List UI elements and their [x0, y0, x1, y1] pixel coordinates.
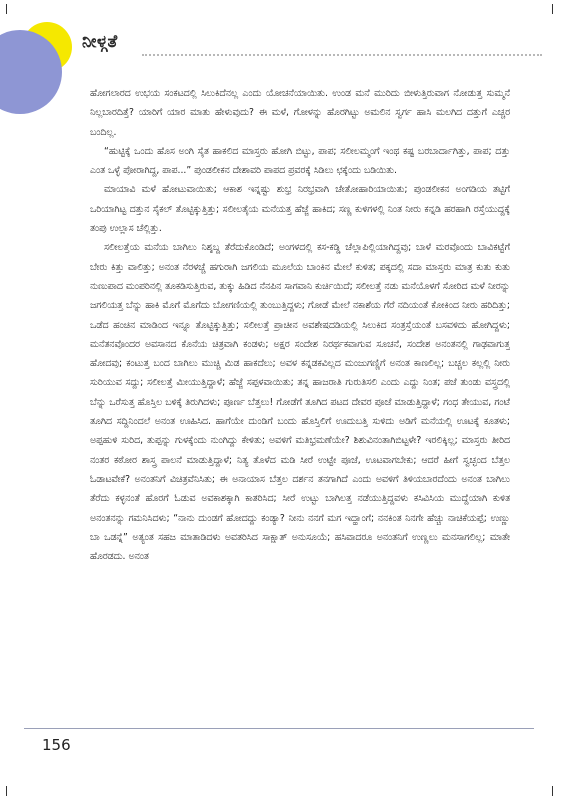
- body-text: [90, 84, 510, 720]
- page-number: 156: [42, 736, 71, 754]
- paragraph: ಹೋಗಲಾರದ ಉಭಯ ಸಂಕಟದಲ್ಲಿ ಸಿಲುಕಿದೆನಲ್ಲ ಎಂದು ಯೋಚನೆಯಾಯಿತು. ಉಂಡ ಮನೆ ಮುರಿದು ಬೀಳುತ್ತಿರುವಾಗ ನೋಡುತ್ತ ಸುಮ್ಮನೆ ನಿಲ್ಲಬಾರದಿತ್ತೆ? ಯಾರಿಗೆ ಯಾರ ಮಾತು ಹೇಳುವುದು? ಈ ಮಳೆ, ಗೋಳನ್ನು ಹೊರಗಿಟ್ಟು ಅಮಲಿನ ಸ್ವರ್ಗ ಹಾಸಿ ಮಲಗಿದ ದತ್ತುಗೆ ಎಚ್ಚರ ಬಂದಿಲ್ಲ.: [90, 88, 510, 138]
- paragraph: ಸಲೀಲತ್ತೆಯ ಮನೆಯ ಬಾಗಿಲು ನಿಶ್ಶಬ್ದ ತೆರೆದುಕೊಂಡಿದೆ; ಅಂಗಳದಲ್ಲಿ ಕಸ-ಕಡ್ಡಿ ಚೆಲ್ಲಾಪಿಲ್ಲಿಯಾಗಿದ್ದವು; ಬಾಳೆ ಮರವೊಂದು ಬಾವಿಕಟ್ಟೆಗೆ ಬೇರು ಕಿತ್ತು ವಾಲಿತ್ತು; ಅನಂತ ನೆರಳಚ್ಚೆ ಹಗುರಾಗಿ ಜಗಲಿಯ ಮೂಲೆಯ ಬಾಂಕಿನ ಮೇಲೆ ಕುಳಿತ; ಪಕ್ಕದಲ್ಲಿ ಸದಾ ಮಾಸ್ತರು ಮಾತ್ರ ಕುತು ಕುತು ನುಣುಪಾದ ಮಂಪರಿನಲ್ಲಿ ತೂಕಡಿಸುತ್ತಿರುವ, ತುಕ್ಕು ಹಿಡಿದ ನೆನಪಿನ ಸಾಗವಾನಿ ಕುರ್ಚಿಯಿದೆ; ಸಲೀಲತ್ತೆ ನಡು ಮನೆಯೊಳಗೆ ಸೋರಿದ ಮಳೆ ನೀರನ್ನು ಜಗಲಿಯತ್ತ ಬೆನ್ನು ಹಾಕಿ ಮೊಗೆ ಮೊಗೆದು ಬೋಗಣಿಯಲ್ಲಿ ತುಂಬುತ್ತಿದ್ದಳು; ಗೋಡೆ ಮೇಲೆ ನಕಾಶೆಯ ಗೆರೆ ನದಿಯಂತೆ ಕೋಕಿಂದ ನೀರು ಹರಿದಿತ್ತು; ಒಡೆದ ಹಂಚಿನ ಮಾಡಿಂದ ಇನ್ನೂ ತೊಟ್ಟಿಕ್ಕುತ್ತಿತ್ತು; ಸಲೀಲತ್ತೆ ಪ್ರಾಚೀನ ಅವಶೇಷದಡಿಯಲ್ಲಿ ಸಿಲುಕಿದ ಸಂತ್ರಸ್ತೆಯಂತೆ ಬಸವಳಿದು ಹೋಗಿದ್ದಳು; ಮನೆತನವೊಂದರ ಅವಸಾನದ ಕೊನೆಯ ಚಿತ್ರವಾಗಿ ಕಂಡಳು; ಅಕ್ಷರ ಸಂದೇಶ ನಿರರ್ಥಕವಾಗುವ ಸೂಚನೆ, ಸಂದೇಶ ಅನಂತನಲ್ಲಿ ಗಾಢವಾಗುತ್ತ ಹೋದವು; ಕಂಟುತ್ತ ಬಂದ ಬಾಗಿಲು ಮುಚ್ಚಿ ಮಿಡ ಹಾಕದೆಲು; ಅವಳ ಕನ್ನಡಕವಿಲ್ಲದ ಮಂಜುಗಣ್ಣಿಗೆ ಅನಂತ ಕಾಣಲಿಲ್ಲ; ಬಚ್ಚಲ ಕಲ್ಲಲ್ಲಿ ನೀರು ಸುರಿಯುವ ಸದ್ದು; ಸಲೀಲತ್ತೆ ಮೀಯುತ್ತಿದ್ದಾಳೆ; ಹೆಜ್ಜೆ ಸಪ್ಪಳವಾಯಿತು; ತನ್ನ ಹಾಜರಾತಿ ಗುರುತಿಸಲಿ ಎಂದು ಎದ್ದು ನಿಂತ; ಪಜೆ ತುಂಡು ವಸ್ತ್ರದಲ್ಲಿ ಬೆನ್ನು ಒರೆಸುತ್ತ ಹೊಸ್ತಿಲ ಬಳಿಕ್ಕೆ ತಿರುಗಿದಳು; ಪೂರ್ಣ ಬೆತ್ತಲು! ಗೋಡೆಗೆ ತೂಗಿದ ಪಟದ ದೇವರ ಪೂಜೆ ಮಾಡುತ್ತಿದ್ದಾಳೆ; ಗಂಧ ತೇಯುವ, ಗಂಟೆ ತೂಗಿದ ಸದ್ದಿನಿಂದಲೆ ಅನಂತ ಊಹಿಸಿದ. ಹಾಗೆಯೇ ದುಂಡಿಗೆ ಬಂದು ಹೊಸ್ತಿಲಿಗೆ ಊದುಬತ್ತಿ ಸುಳಿದು ಅಡಿಗೆ ಮನೆಯಲ್ಲಿ ಊಟಕ್ಕೆ ಕೂತಳು; ಅಪ್ಪಹುಳಿ ಸುರಿದ, ತುಪ್ಪನ್ನು ಗುಳಕ್ಕೆಂದು ನುಂಗಿದ್ದು ಕೇಳಿತು; ಅವಳಿಗೆ ಮತಿಭ್ರಮಣೆಯೇ? ಶಿಶುವಿನಂತಾಗಿಬಿಟ್ಟಳೇ? ಇರಲಿಕ್ಕಿಲ್ಲ; ಮಾಸ್ತರು ತೀರಿದ ನಂತರ ಕಠೋರ ಶಾಸ್ತ್ರ ಪಾಲನೆ ಮಾಡುತ್ತಿದ್ದಾಳೆ; ನಿತ್ಯ ತೊಳೆದ ಮಡಿ ಸೀರೆ ಉಟ್ಟೇ ಪೂಜೆ, ಊಟವಾಗಬೇಕು; ಆದರೆ ಹೀಗೆ ಸ್ವಚ್ಛಂದ ಬೆತ್ತಲ ಓಡಾಟವೇಕೆ? ಅನಂತನಿಗೆ ವಿಚಿತ್ರವೆನಿಸಿತು; ಈ ಅನಾಯಾಸ ಬೆತ್ತಲ ದರ್ಶನ ತನಗಾಗಿದೆ ಎಂದು ಅವಳಿಗೆ ತಿಳಿಯಬಾರದೆಂದು ಅನಂತ ಬಾಗಿಲು ತೆರೆದು ಕಳ್ಳನಂತೆ ಹೊರಗೆ ಓಡುವ ಅವಕಾಶಕ್ಕಾಗಿ ಕಾತರಿಸಿದ; ಸೀರೆ ಉಟ್ಟು ಬಾಗಿಲತ್ತ ನಡೆಯುತ್ತಿದ್ದವಳು ಕಸಿವಿಸಿಯ ಮುದ್ದೆಯಾಗಿ ಕುಳಿತ ಅನಂತನನ್ನು ಗಮನಿಸಿದಳು; “ನಾನು ದುಂಡಗೆ ಹೋದದ್ದು ಕಂಡ್ಯಾ? ನೀನು ನನಗೆ ಮಗ ಇದ್ಹಾಂಗೆ; ನನಕಿಂತ ನಿನಗೇ ಹೆಚ್ಚು ನಾಚಿಕೆಯಪ್ಪೆ; ಉಣ್ಣು ಬಾ ಒಡನ್ನೆ” ಅತ್ಯಂತ ಸಹಜ ಮಾತಾಡಿದಳು ಅವತರಿಸಿದ ಸಾಕ್ಷಾತ್ ಅನುಸೂಯೆ; ಹಸಿವಾದರೂ ಅನಂತನಿಗೆ ಉಣ್ಣಲು ಮನಸಾಗಲಿಲ್ಲ; ಮಾತೇ ಹೊರಡದು. ಅನಂತ: [90, 242, 510, 563]
- crop-mark: [552, 4, 553, 14]
- footer-rule: [24, 728, 534, 729]
- header-dotted-rule: [142, 54, 542, 56]
- paragraph: ಮಾಯಾವಿ ಮಳೆ ಹೋಟುವಾಯಿತು; ಆಕಾಶ ಇನ್ನಷ್ಟು ಶುಭ್ರ ನಿರಭ್ರವಾಗಿ ಚೇತೋಹಾರಿಯಾಯಿತು; ಪುಂಡಲೀಕನ ಅಂಗಡಿಯ ತಟ್ಟಿಗೆ ಒರಿಯಾಗಿಟ್ಟ ದತ್ತುನ ಸೈಕಲ್ ತೊಟ್ಟಿಕ್ಕುತ್ತಿತ್ತು; ಸಲೀಲತೈಯ ಮನೆಯತ್ತ ಹೆಜ್ಜೆ ಹಾಕಿದ; ಸಣ್ಣ ಕುಳಿಗಳಲ್ಲಿ ನಿಂತ ನೀರು ಕನ್ನಡಿ ಹರಹಾಗಿ ರಸ್ತೆಯುದ್ದಕ್ಕೆ ತಂಪು ಉಲ್ಲಾಸ ಚೆಲ್ಲಿತ್ತು.: [90, 184, 510, 235]
- crop-mark: [6, 4, 7, 14]
- paragraph: “ಹುಟ್ಟಿಕ್ಕೆ ಒಂದು ಹೊಸ ಅಂಗಿ ಸೈತ ಹಾಕಲಿದ ಮಾಸ್ತರು ಹೋಗಿ ಬಿಟ್ಟು, ಪಾಪ; ಸಲೀಲಮ್ಮಂಗೆ ಇಂಥ ಕಷ್ಟ ಬರಬಾರ್ದಾಗಿತ್ತು, ಪಾಪ; ದತ್ತು ಎಂತ ಒಳ್ಳೆ ಪೋರಾಗಿದ್ದ, ಪಾಪ...” ಪುಂಡಲೀಕನ ದೇಶಾವರಿ ಪಾಪದ ಪ್ರವರಕ್ಕೆ ಸಿಡಿಲು ಛಕ್ಕೆಂದು ಬಡಿಯಿತು.: [90, 145, 510, 177]
- crop-mark: [552, 786, 553, 796]
- crop-mark: [6, 786, 7, 796]
- running-header-title: ನೀಳ್ಗತೆ: [82, 32, 118, 52]
